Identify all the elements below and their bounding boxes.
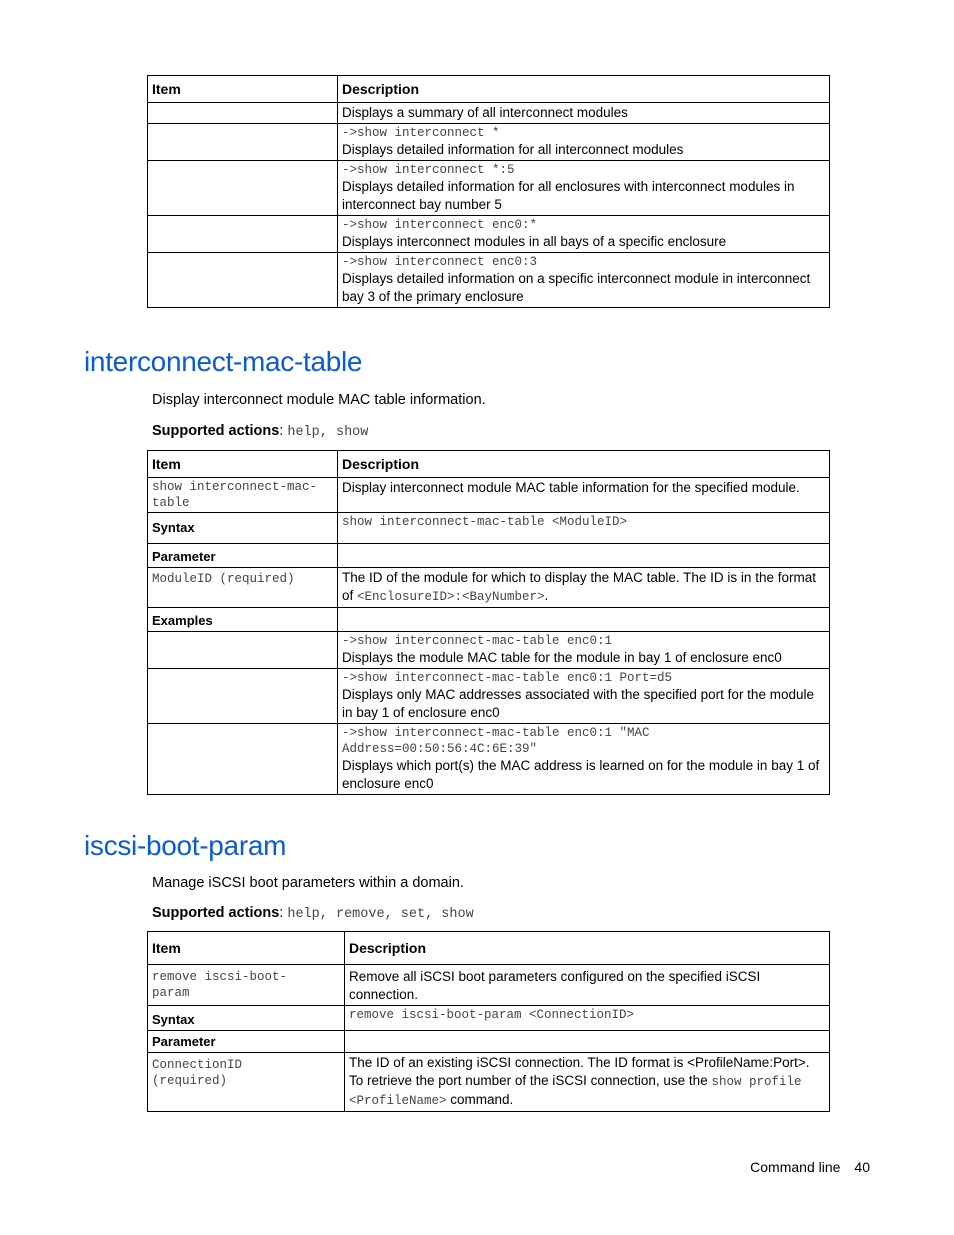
example-command: ->show interconnect * bbox=[342, 126, 500, 140]
section-title-interconnect-mac-table: interconnect-mac-table bbox=[84, 346, 363, 377]
table-row bbox=[148, 1031, 830, 1053]
table-row bbox=[148, 216, 830, 253]
interconnect-examples-table bbox=[147, 75, 830, 308]
param-name: ConnectionID (required) bbox=[152, 1058, 243, 1088]
syntax-value: show interconnect-mac-table <ModuleID> bbox=[342, 515, 628, 529]
table-row bbox=[148, 513, 830, 544]
table-row bbox=[148, 1053, 830, 1112]
supported-actions-list: help, show bbox=[287, 425, 369, 440]
command-item: remove iscsi-boot-param bbox=[152, 970, 288, 1000]
page-footer bbox=[750, 1159, 870, 1175]
example-command: ->show interconnect enc0:3 bbox=[342, 255, 538, 269]
example-description: Displays interconnect modules in all bays of a specific enclosure bbox=[342, 234, 727, 249]
table-row bbox=[148, 568, 830, 608]
example-command: ->show interconnect enc0:* bbox=[342, 218, 538, 232]
table-header-row bbox=[148, 76, 830, 103]
description-header: Description bbox=[338, 76, 830, 103]
supported-actions-label: Supported actions bbox=[152, 423, 280, 439]
table-row bbox=[148, 253, 830, 308]
table-row bbox=[148, 161, 830, 216]
description-header: Description bbox=[338, 451, 830, 478]
parameter-label: Parameter bbox=[148, 544, 338, 568]
description-header: Description bbox=[345, 932, 830, 965]
table-row bbox=[148, 124, 830, 161]
supported-actions: Supported actions: help, show bbox=[152, 423, 369, 440]
item-header: Item bbox=[148, 76, 338, 103]
supported-actions: Supported actions: help, remove, set, show bbox=[152, 905, 474, 922]
command-description: Remove all iSCSI boot parameters configured on the specified iSCSI connection. bbox=[345, 965, 830, 1006]
table-row bbox=[148, 632, 830, 669]
syntax-label: Syntax bbox=[148, 513, 338, 544]
interconnect-mac-table-table bbox=[147, 450, 830, 795]
section-description: Display interconnect module MAC table information. bbox=[152, 392, 486, 408]
supported-actions-label: Supported actions bbox=[152, 905, 280, 921]
table-header-row bbox=[148, 932, 830, 965]
example-command: ->show interconnect-mac-table enc0:1 bbox=[342, 634, 613, 648]
examples-label: Examples bbox=[148, 608, 338, 632]
example-command: ->show interconnect *:5 bbox=[342, 163, 515, 177]
example-description: Displays the module MAC table for the module in bay 1 of enclosure enc0 bbox=[342, 650, 782, 665]
param-name: ModuleID (required) bbox=[152, 572, 295, 586]
table-header-row bbox=[148, 451, 830, 478]
command-item: show interconnect-mac-table bbox=[152, 480, 318, 510]
item-header: Item bbox=[148, 451, 338, 478]
table-row bbox=[148, 544, 830, 568]
footer-section-name: Command line bbox=[750, 1159, 841, 1175]
example-description: Displays a summary of all interconnect modules bbox=[342, 105, 628, 120]
section-title-iscsi-boot-param: iscsi-boot-param bbox=[84, 830, 287, 861]
param-description: The ID of the module for which to display the MAC table. The ID is in the format of <EnclosureID>:<BayNumber>. bbox=[338, 568, 830, 608]
example-description: Displays detailed information on a specific interconnect module in interconnect bay 3 of the primary enclosure bbox=[342, 271, 811, 304]
command-description: Display interconnect module MAC table information for the specified module. bbox=[338, 478, 830, 513]
example-description: Displays which port(s) the MAC address is learned on for the module in bay 1 of enclosure enc0 bbox=[342, 758, 820, 791]
example-command: ->show interconnect-mac-table enc0:1 Port=d5 bbox=[342, 671, 673, 685]
section-description: Manage iSCSI boot parameters within a domain. bbox=[152, 875, 464, 891]
table-row bbox=[148, 103, 830, 124]
page-number: 40 bbox=[854, 1159, 870, 1175]
table-row bbox=[148, 608, 830, 632]
example-description: Displays detailed information for all interconnect modules bbox=[342, 142, 684, 157]
table-row bbox=[148, 965, 830, 1006]
example-command: ->show interconnect-mac-table enc0:1 "MAC Address=00:50:56:4C:6E:39" bbox=[342, 726, 650, 756]
example-description: Displays only MAC addresses associated with the specified port for the module in bay 1 of enclosure enc0 bbox=[342, 687, 814, 720]
example-description: Displays detailed information for all enclosures with interconnect modules in interconnect bay number 5 bbox=[342, 179, 795, 212]
syntax-value: remove iscsi-boot-param <ConnectionID> bbox=[349, 1008, 635, 1022]
iscsi-boot-param-table bbox=[147, 931, 830, 1112]
table-row bbox=[148, 724, 830, 795]
item-header: Item bbox=[148, 932, 345, 965]
table-row bbox=[148, 478, 830, 513]
supported-actions-list: help, remove, set, show bbox=[287, 907, 474, 922]
table-row bbox=[148, 669, 830, 724]
param-description: The ID of an existing iSCSI connection. The ID format is <ProfileName:Port>. To retrieve the port number of the iSCSI connection, use the show profile <ProfileName> command. bbox=[345, 1053, 830, 1112]
parameter-label: Parameter bbox=[148, 1031, 345, 1053]
table-row bbox=[148, 1006, 830, 1031]
syntax-label: Syntax bbox=[148, 1006, 345, 1031]
